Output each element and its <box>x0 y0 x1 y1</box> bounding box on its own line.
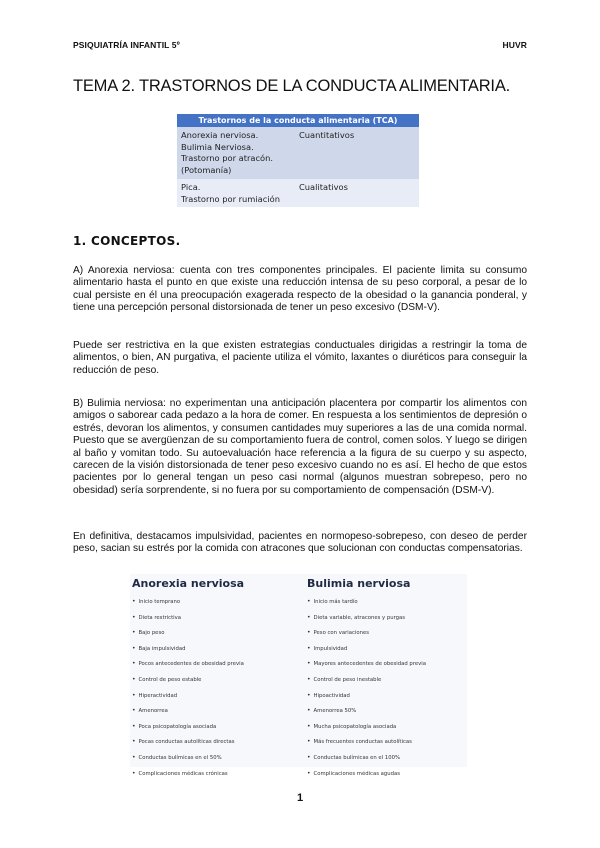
tca-row1-item: Bulimia Nerviosa. <box>181 141 254 152</box>
list-item: • Amenorrea 50% <box>307 703 426 719</box>
tca-row2-right: Cualitativos <box>299 182 348 192</box>
comparison-left-list <box>132 594 244 781</box>
tca-table-heading: Trastornos de la conducta alimentaria (TCA) <box>177 114 419 127</box>
list-item: • Control de peso inestable <box>307 672 426 688</box>
list-item: • Hipoactividad <box>307 688 426 704</box>
list-item: • Inicio temprano <box>132 594 244 610</box>
list-item: • Dieta restrictiva <box>132 610 244 626</box>
paragraph-anorexia-types: Puede ser restrictiva en la que existen estrategias conductuales dirigidas a restringir la toma de alimentos, o bien, AN purgativa, el paciente utiliza el vómito, laxantes o diuréticos para conseguir la reducción de peso. <box>73 340 527 376</box>
tca-row2-item: Pica. <box>181 182 201 192</box>
list-item: • Mayores antecedentes de obesidad previa <box>307 656 426 672</box>
list-item: • Pocos antecedentes de obesidad previa <box>132 656 244 672</box>
list-item: • Bajo peso <box>132 625 244 641</box>
list-item: • Pocas conductas autolíticas directas <box>132 734 244 750</box>
list-item: • Dieta variable, atracones y purgas <box>307 610 426 626</box>
list-item: • Peso con variaciones <box>307 625 426 641</box>
page-title: TEMA 2. TRASTORNOS DE LA CONDUCTA ALIMENTARIA. <box>73 77 511 95</box>
page-header <box>73 40 527 50</box>
tca-row2-item: Trastorno por rumiación <box>181 193 280 204</box>
comparison-right-title: Bulimia nerviosa <box>307 577 411 590</box>
list-item: • Poca psicopatología asociada <box>132 719 244 735</box>
list-item: • Amenorrea <box>132 703 244 719</box>
paragraph-bulimia-summary: En definitiva, destacamos impulsividad, pacientes en normopeso-sobrepeso, con deseo de perder peso, sacian su estrés por la comida con atracones que solucionan con conductas compensatorias. <box>73 531 527 555</box>
page-number: 1 <box>296 792 304 804</box>
list-item: • Conductas bulímicas en el 100% <box>307 750 426 766</box>
tca-row2-left <box>181 182 299 204</box>
tca-row1-item: (Potomanía) <box>181 164 232 175</box>
header-right: HUVR <box>502 40 527 50</box>
comparison-left-title: Anorexia nerviosa <box>132 577 245 590</box>
list-item: • Conductas bulímicas en el 50% <box>132 750 244 766</box>
comparison-right-column <box>307 576 426 781</box>
tca-row1-item: Anorexia nerviosa. <box>181 130 259 140</box>
tca-row1-left <box>181 130 299 176</box>
paragraph-anorexia-definition: A) Anorexia nerviosa: cuenta con tres componentes principales. El paciente limita su consumo alimentario hasta el punto en que existe una reducción intensa de su peso corporal, a pesar de lo cual persiste en él una preocupación exagerada respecto de la obesidad o la ganancia ponderal, y tiene una percepción personal distorsionada de tener un peso excesivo (DSM-V). <box>73 265 527 314</box>
comparison-right-list <box>307 594 426 781</box>
tca-table <box>177 114 419 207</box>
list-item: • Impulsividad <box>307 641 426 657</box>
list-item: • Mucha psicopatología asociada <box>307 719 426 735</box>
list-item: • Hiperactividad <box>132 688 244 704</box>
list-item: • Inicio más tardío <box>307 594 426 610</box>
tca-table-row <box>177 127 419 179</box>
section-heading: 1. CONCEPTOS. <box>73 234 181 248</box>
tca-row1-item: Trastorno por atracón. <box>181 153 273 163</box>
header-left: PSIQUIATRÍA INFANTIL 5º <box>73 40 180 50</box>
paragraph-bulimia-definition: B) Bulimia nerviosa: no experimentan una anticipación placentera por compartir los alimentos con amigos o saborear cada pedazo a la hora de comer. En respuesta a los sentimientos de depresión o estrés, devoran los alimentos, y consumen cantidades muy superiores a las de una comida normal. Puesto que se avergüenzan de su comportamiento fuera de control, comen solos. Y luego se dirigen al baño y vomitan todo. Su autoevaluación hace referencia a la figura de su cuerpo y su aspecto, carecen de la visión distorsionada de tener peso excesivo cuando no es así. El hecho de que estos pacientes por lo general tengan un peso casi normal (algunos muestran sobrepeso, pero no obesidad) sería sorprendente, si no fuera por su comportamiento de compensación (DSM-V). <box>73 398 527 496</box>
list-item: • Complicaciones médicas agudas <box>307 766 426 782</box>
list-item: • Baja impulsividad <box>132 641 244 657</box>
list-item: • Más frecuentes conductas autolíticas <box>307 734 426 750</box>
list-item: • Control de peso estable <box>132 672 244 688</box>
tca-row1-right: Cuantitativos <box>299 130 355 140</box>
comparison-table <box>130 574 467 777</box>
comparison-left-column <box>132 576 244 781</box>
tca-table-row <box>177 179 419 207</box>
list-item: • Complicaciones médicas crónicas <box>132 766 244 782</box>
